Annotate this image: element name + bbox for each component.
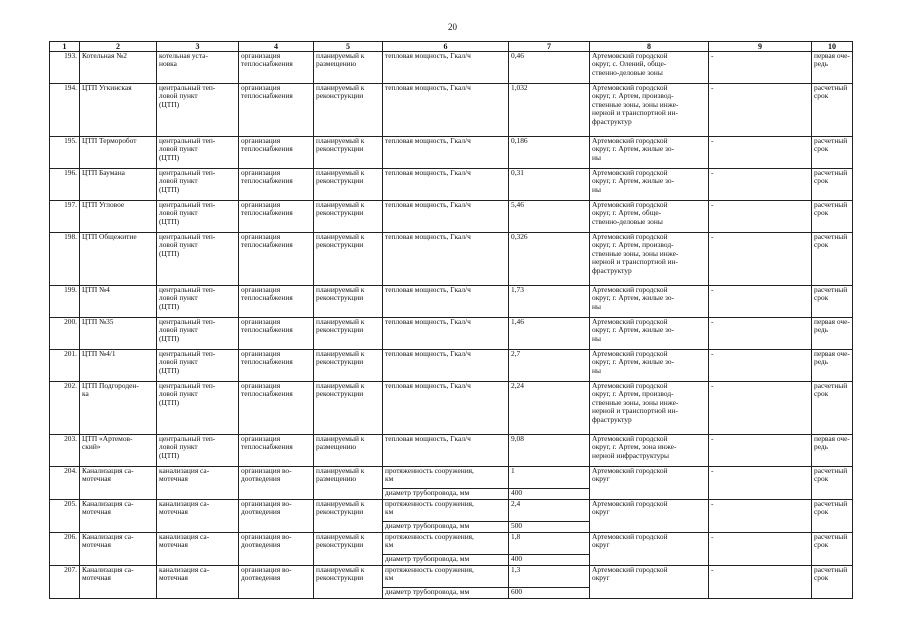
objects-table [49, 41, 853, 599]
table-row [50, 500, 853, 522]
parameter-name-cell: протяженность сооружения, км [383, 467, 509, 489]
row-number-cell: 193. [50, 52, 80, 84]
table-row [50, 84, 853, 137]
organization-cell: организация теплоснабжения [239, 382, 314, 435]
term-cell: расчетный срок [812, 201, 853, 233]
object-type-cell: центральный теп- ловой пункт (ЦТП) [157, 318, 239, 350]
page-number: 20 [448, 22, 457, 32]
status-cell: планируемый к реконструкции [314, 566, 383, 599]
term-cell: расчетный срок [812, 566, 853, 599]
location-cell: Артемовский городской округ [590, 467, 709, 500]
column-9-cell: - [709, 233, 812, 286]
table-row [50, 233, 853, 286]
object-name-cell: ЦТП Подгороден- ка [80, 382, 157, 435]
object-name-cell: ЦТП Терморобот [80, 137, 157, 169]
table-row [50, 52, 853, 84]
status-cell: планируемый к реконструкции [314, 137, 383, 169]
parameter-value-cell: 1,8 [509, 533, 590, 555]
parameter-value-cell: 1,032 [509, 84, 590, 137]
column-9-cell: - [709, 84, 812, 137]
organization-cell: организация теплоснабжения [239, 52, 314, 84]
status-cell: планируемый к размещению [314, 52, 383, 84]
row-number-cell: 199. [50, 286, 80, 318]
object-type-cell: канализация са- мотечная [157, 500, 239, 533]
parameter-name-cell: протяженность сооружения, км [383, 566, 509, 588]
parameter-name-cell: диаметр трубопровода, мм [383, 522, 509, 533]
location-cell: Артемовский городской округ, г. Артем, жилые зо- ны [590, 318, 709, 350]
object-name-cell: Канализация са- мотечная [80, 467, 157, 500]
parameter-value-cell: 1 [509, 467, 590, 489]
parameter-value-cell: 400 [509, 489, 590, 500]
parameter-value-cell: 2,4 [509, 500, 590, 522]
organization-cell: организация во- доотведения [239, 566, 314, 599]
object-name-cell: Котельная №2 [80, 52, 157, 84]
column-9-cell: - [709, 533, 812, 566]
row-number-cell: 200. [50, 318, 80, 350]
parameter-value-cell: 0,46 [509, 52, 590, 84]
object-type-cell: центральный теп- ловой пункт (ЦТП) [157, 137, 239, 169]
term-cell: расчетный срок [812, 233, 853, 286]
parameter-value-cell: 1,46 [509, 318, 590, 350]
header-cell: 6 [383, 42, 509, 52]
object-type-cell: котельная уста- новка [157, 52, 239, 84]
parameter-value-cell: 1,3 [509, 566, 590, 588]
row-number-cell: 203. [50, 435, 80, 467]
object-name-cell: ЦТП Общежитие [80, 233, 157, 286]
column-9-cell: - [709, 201, 812, 233]
status-cell: планируемый к реконструкции [314, 169, 383, 201]
parameter-name-cell: тепловая мощность, Гкал/ч [383, 84, 509, 137]
status-cell: планируемый к реконструкции [314, 201, 383, 233]
table-row [50, 467, 853, 489]
object-name-cell: ЦТП №4/1 [80, 350, 157, 382]
column-9-cell: - [709, 566, 812, 599]
row-number-cell: 198. [50, 233, 80, 286]
term-cell: расчетный срок [812, 169, 853, 201]
status-cell: планируемый к размещению [314, 467, 383, 500]
object-name-cell: ЦТП Угловое [80, 201, 157, 233]
organization-cell: организация теплоснабжения [239, 435, 314, 467]
table-row [50, 169, 853, 201]
parameter-name-cell: тепловая мощность, Гкал/ч [383, 137, 509, 169]
status-cell: планируемый к реконструкции [314, 533, 383, 566]
table-row [50, 350, 853, 382]
row-number-cell: 197. [50, 201, 80, 233]
location-cell: Артемовский городской округ, г. Артем, обще- ственно-деловые зоны [590, 201, 709, 233]
parameter-value-cell: 0,31 [509, 169, 590, 201]
parameter-name-cell: тепловая мощность, Гкал/ч [383, 169, 509, 201]
status-cell: планируемый к реконструкции [314, 500, 383, 533]
column-9-cell: - [709, 500, 812, 533]
organization-cell: организация во- доотведения [239, 500, 314, 533]
column-9-cell: - [709, 467, 812, 500]
header-cell: 5 [314, 42, 383, 52]
organization-cell: организация теплоснабжения [239, 350, 314, 382]
parameter-name-cell: тепловая мощность, Гкал/ч [383, 201, 509, 233]
organization-cell: организация теплоснабжения [239, 318, 314, 350]
column-9-cell: - [709, 435, 812, 467]
column-9-cell: - [709, 318, 812, 350]
location-cell: Артемовский городской округ, г. Артем, жилые зо- ны [590, 137, 709, 169]
parameter-name-cell: тепловая мощность, Гкал/ч [383, 435, 509, 467]
location-cell: Артемовский городской округ, г. Артем, зона инже- нерной инфраструктуры [590, 435, 709, 467]
parameter-value-cell: 600 [509, 588, 590, 599]
object-name-cell: ЦТП №4 [80, 286, 157, 318]
term-cell: первая оче- редь [812, 318, 853, 350]
row-number-cell: 202. [50, 382, 80, 435]
parameter-name-cell: тепловая мощность, Гкал/ч [383, 52, 509, 84]
table-row [50, 382, 853, 435]
status-cell: планируемый к реконструкции [314, 84, 383, 137]
location-cell: Артемовский городской округ, г. Артем, жилые зо- ны [590, 350, 709, 382]
term-cell: расчетный срок [812, 286, 853, 318]
parameter-value-cell: 2,7 [509, 350, 590, 382]
status-cell: планируемый к размещению [314, 435, 383, 467]
object-type-cell: канализация са- мотечная [157, 566, 239, 599]
status-cell: планируемый к реконструкции [314, 350, 383, 382]
object-type-cell: центральный теп- ловой пункт (ЦТП) [157, 233, 239, 286]
organization-cell: организация теплоснабжения [239, 169, 314, 201]
parameter-name-cell: тепловая мощность, Гкал/ч [383, 318, 509, 350]
header-cell: 8 [590, 42, 709, 52]
column-9-cell: - [709, 137, 812, 169]
object-name-cell: Канализация са- мотечная [80, 500, 157, 533]
header-cell: 2 [80, 42, 157, 52]
parameter-name-cell: протяженность сооружения, км [383, 500, 509, 522]
organization-cell: организация во- доотведения [239, 467, 314, 500]
parameter-name-cell: тепловая мощность, Гкал/ч [383, 382, 509, 435]
row-number-cell: 201. [50, 350, 80, 382]
object-name-cell: ЦТП №35 [80, 318, 157, 350]
parameter-value-cell: 500 [509, 522, 590, 533]
location-cell: Артемовский городской округ [590, 566, 709, 599]
parameter-name-cell: тепловая мощность, Гкал/ч [383, 233, 509, 286]
object-name-cell: Канализация са- мотечная [80, 566, 157, 599]
object-name-cell: Канализация са- мотечная [80, 533, 157, 566]
location-cell: Артемовский городской округ, г. Артем, жилые зо- ны [590, 286, 709, 318]
parameter-name-cell: диаметр трубопровода, мм [383, 555, 509, 566]
table-row [50, 435, 853, 467]
header-cell: 1 [50, 42, 80, 52]
status-cell: планируемый к реконструкции [314, 318, 383, 350]
term-cell: первая оче- редь [812, 350, 853, 382]
location-cell: Артемовский городской округ [590, 533, 709, 566]
table-row [50, 137, 853, 169]
table-row [50, 566, 853, 588]
parameter-value-cell: 5,46 [509, 201, 590, 233]
object-name-cell: ЦТП Баумана [80, 169, 157, 201]
row-number-cell: 194. [50, 84, 80, 137]
location-cell: Артемовский городской округ, г. Артем, производ- ственные зоны, зоны инже- нерной и транспортной ин- фраструктур [590, 84, 709, 137]
table-row [50, 318, 853, 350]
header-cell: 3 [157, 42, 239, 52]
term-cell: расчетный срок [812, 137, 853, 169]
parameter-value-cell: 1,73 [509, 286, 590, 318]
object-name-cell: ЦТП «Артемов- ский» [80, 435, 157, 467]
table-row [50, 286, 853, 318]
parameter-value-cell: 0,326 [509, 233, 590, 286]
table-row [50, 533, 853, 555]
organization-cell: организация теплоснабжения [239, 286, 314, 318]
organization-cell: организация теплоснабжения [239, 233, 314, 286]
row-number-cell: 205. [50, 500, 80, 533]
organization-cell: организация во- доотведения [239, 533, 314, 566]
term-cell: расчетный срок [812, 382, 853, 435]
location-cell: Артемовский городской округ, г. Артем, жилые зо- ны [590, 169, 709, 201]
term-cell: расчетный срок [812, 533, 853, 566]
parameter-value-cell: 0,186 [509, 137, 590, 169]
header-cell: 10 [812, 42, 853, 52]
term-cell: расчетный срок [812, 84, 853, 137]
column-9-cell: - [709, 286, 812, 318]
object-type-cell: центральный теп- ловой пункт (ЦТП) [157, 201, 239, 233]
status-cell: планируемый к реконструкции [314, 233, 383, 286]
term-cell: расчетный срок [812, 500, 853, 533]
column-9-cell: - [709, 169, 812, 201]
row-number-cell: 206. [50, 533, 80, 566]
parameter-value-cell: 400 [509, 555, 590, 566]
organization-cell: организация теплоснабжения [239, 201, 314, 233]
object-type-cell: центральный теп- ловой пункт (ЦТП) [157, 169, 239, 201]
header-cell: 9 [709, 42, 812, 52]
table-body [50, 52, 853, 599]
status-cell: планируемый к реконструкции [314, 382, 383, 435]
row-number-cell: 207. [50, 566, 80, 599]
header-row [50, 42, 853, 52]
row-number-cell: 195. [50, 137, 80, 169]
organization-cell: организация теплоснабжения [239, 84, 314, 137]
object-type-cell: центральный теп- ловой пункт (ЦТП) [157, 350, 239, 382]
parameter-name-cell: диаметр трубопровода, мм [383, 489, 509, 500]
object-type-cell: центральный теп- ловой пункт (ЦТП) [157, 382, 239, 435]
object-type-cell: канализация са- мотечная [157, 467, 239, 500]
term-cell: первая оче- редь [812, 52, 853, 84]
term-cell: первая оче- редь [812, 435, 853, 467]
organization-cell: организация теплоснабжения [239, 137, 314, 169]
object-type-cell: центральный теп- ловой пункт (ЦТП) [157, 84, 239, 137]
column-9-cell: - [709, 350, 812, 382]
parameter-name-cell: диаметр трубопровода, мм [383, 588, 509, 599]
row-number-cell: 204. [50, 467, 80, 500]
parameter-value-cell: 9,08 [509, 435, 590, 467]
row-number-cell: 196. [50, 169, 80, 201]
location-cell: Артемовский городской округ, с. Олений, обще- ственно-деловые зоны [590, 52, 709, 84]
parameter-name-cell: тепловая мощность, Гкал/ч [383, 286, 509, 318]
parameter-name-cell: протяженность сооружения, км [383, 533, 509, 555]
object-type-cell: центральный теп- ловой пункт (ЦТП) [157, 435, 239, 467]
object-type-cell: центральный теп- ловой пункт (ЦТП) [157, 286, 239, 318]
column-9-cell: - [709, 52, 812, 84]
location-cell: Артемовский городской округ, г. Артем, производ- ственные зоны, зоны инже- нерной и транспортной ин- фраструктур [590, 233, 709, 286]
object-type-cell: канализация са- мотечная [157, 533, 239, 566]
location-cell: Артемовский городской округ [590, 500, 709, 533]
location-cell: Артемовский городской округ, г. Артем, производ- ственные зоны, зоны инже- нерной и транспортной ин- фраструктур [590, 382, 709, 435]
header-cell: 7 [509, 42, 590, 52]
parameter-name-cell: тепловая мощность, Гкал/ч [383, 350, 509, 382]
term-cell: расчетный срок [812, 467, 853, 500]
parameter-value-cell: 2,24 [509, 382, 590, 435]
status-cell: планируемый к реконструкции [314, 286, 383, 318]
object-name-cell: ЦТП Угкинская [80, 84, 157, 137]
header-cell: 4 [239, 42, 314, 52]
table-row [50, 201, 853, 233]
column-9-cell: - [709, 382, 812, 435]
